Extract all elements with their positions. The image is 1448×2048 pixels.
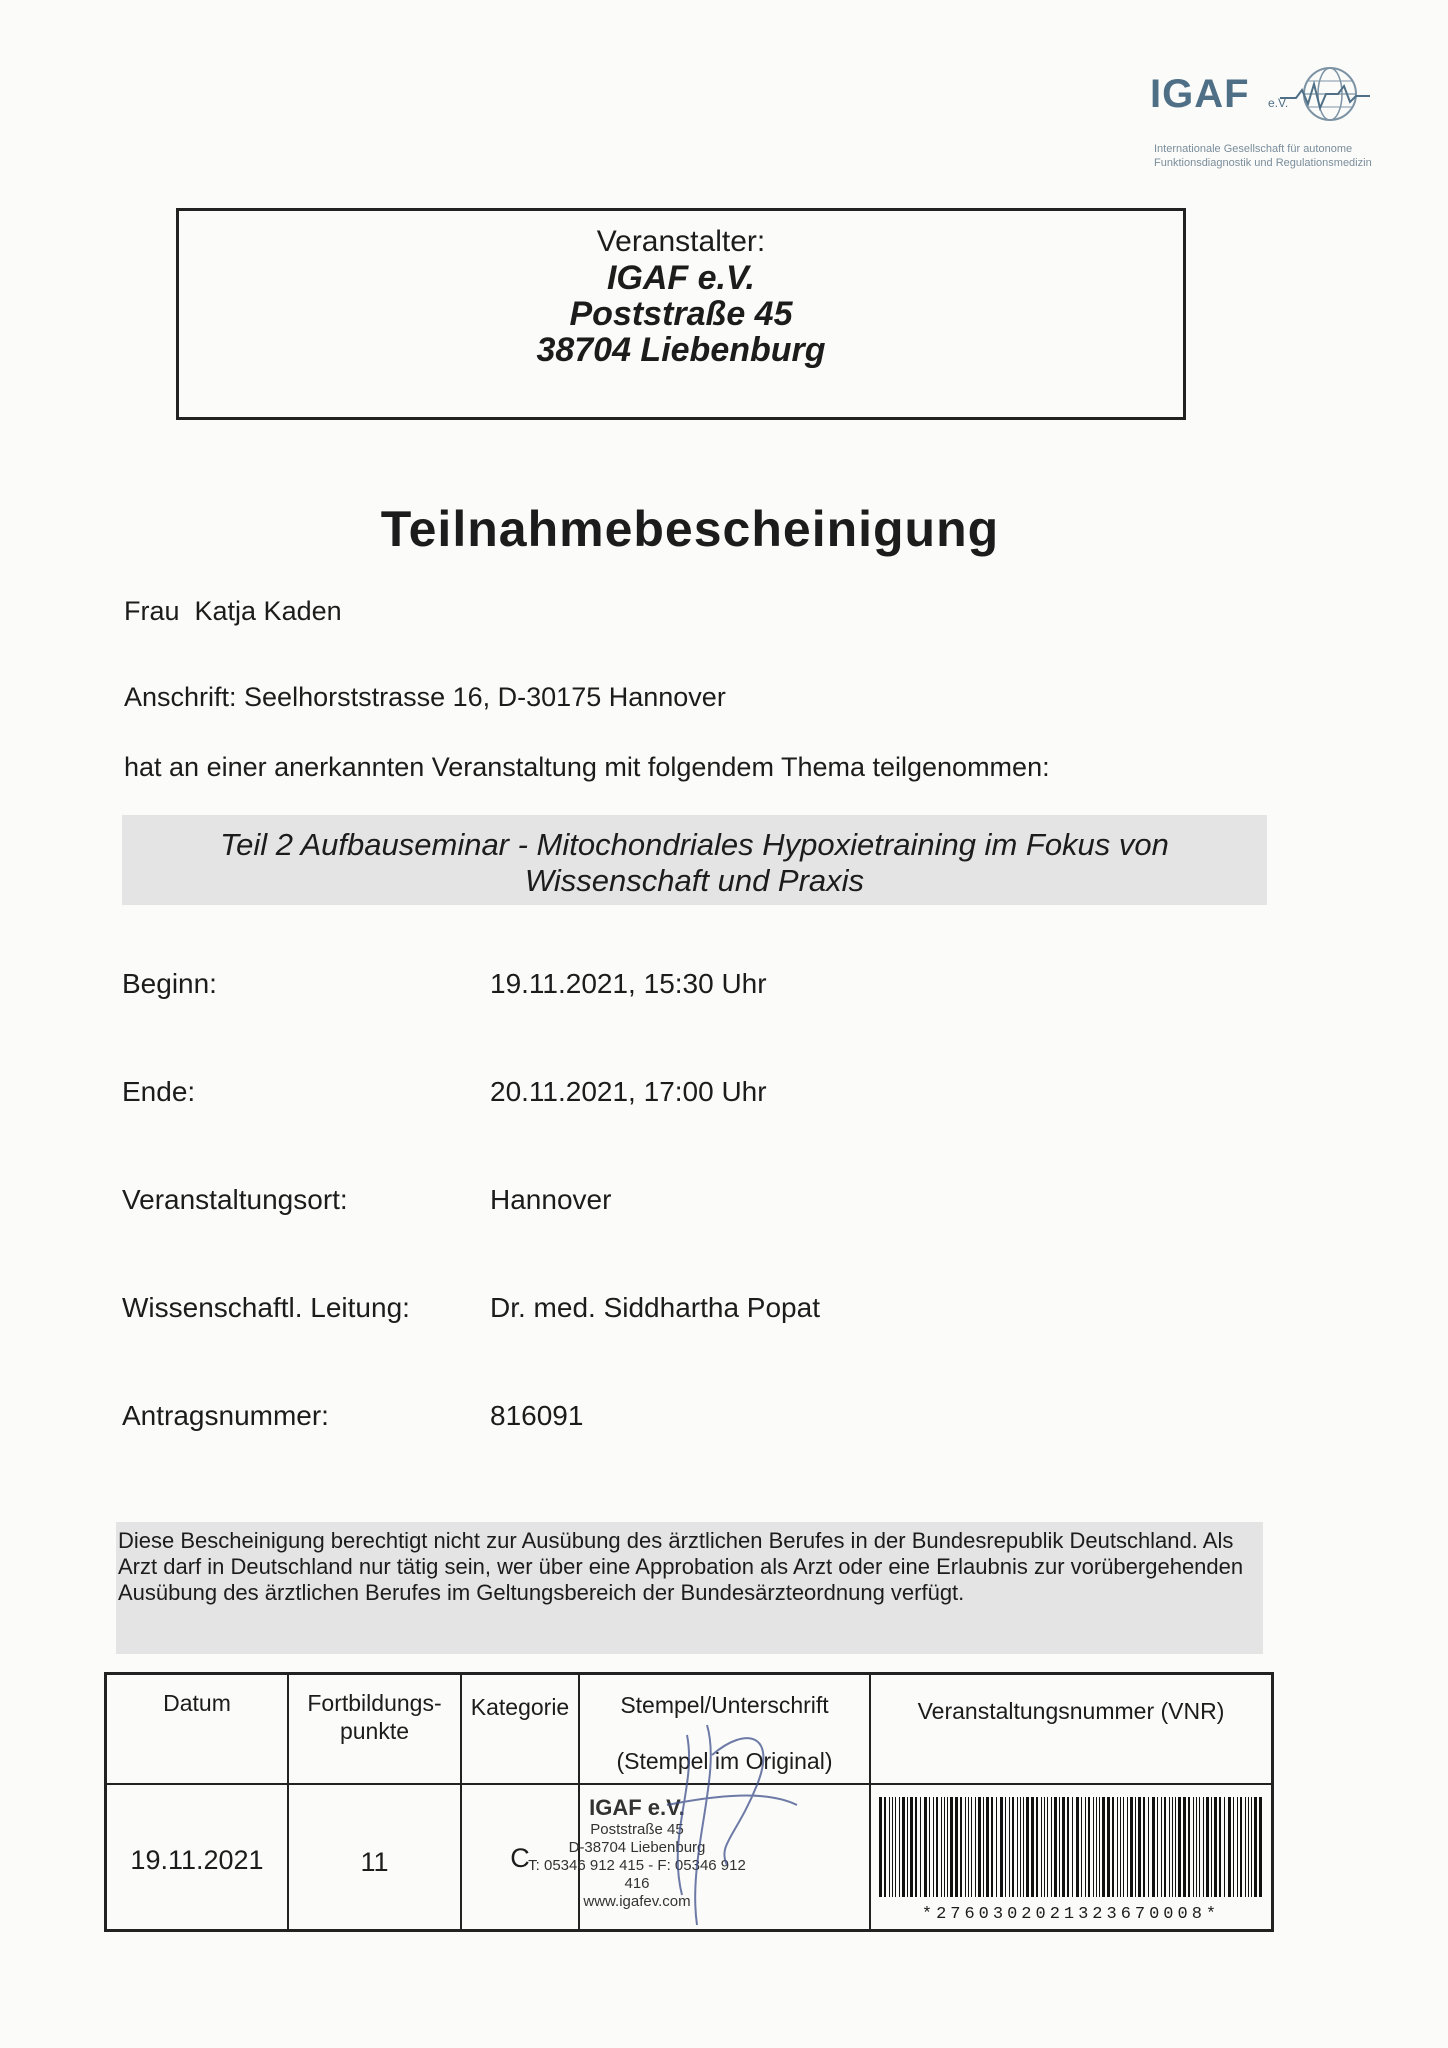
barcode-bar — [950, 1797, 953, 1897]
barcode-bar — [1017, 1797, 1018, 1897]
lead-value: Dr. med. Siddhartha Popat — [490, 1292, 820, 1323]
barcode-bar — [1172, 1797, 1173, 1897]
organizer-street: Poststraße 45 — [569, 295, 793, 333]
barcode-bar — [1044, 1797, 1045, 1897]
barcode-bar — [1026, 1797, 1029, 1897]
begin-label: Beginn: — [122, 968, 217, 999]
barcode-bar — [1051, 1797, 1052, 1897]
barcode-bar — [929, 1797, 930, 1897]
barcode-bar — [1199, 1797, 1200, 1897]
barcode-bar — [902, 1797, 905, 1897]
recipient-address: Anschrift: Seelhorststrasse 16, D-30175 Hannover — [124, 682, 726, 712]
end-value: 20.11.2021, 17:00 Uhr — [490, 1076, 767, 1107]
organizer-box — [176, 208, 1186, 420]
barcode-bar — [1254, 1797, 1257, 1897]
barcode-bar — [1206, 1797, 1209, 1897]
place-label: Veranstaltungsort: — [122, 1184, 348, 1215]
organizer-city: 38704 Liebenburg — [536, 331, 826, 369]
igaf-logo — [1150, 60, 1380, 200]
barcode-bar — [1219, 1797, 1221, 1897]
barcode-bar — [1214, 1797, 1217, 1897]
barcode-bar — [1047, 1797, 1048, 1897]
barcode-bar — [1251, 1797, 1252, 1897]
barcode-bar — [920, 1797, 921, 1897]
barcode-bar — [1012, 1797, 1014, 1897]
barcode-bar — [1112, 1797, 1114, 1897]
barcode-bar — [1041, 1797, 1042, 1897]
barcode-bar — [1059, 1797, 1060, 1897]
barcode-bar — [975, 1797, 976, 1897]
begin-value: 19.11.2021, 15:30 Uhr — [490, 968, 767, 999]
barcode-bar — [1193, 1797, 1194, 1897]
barcode-bar — [884, 1797, 886, 1897]
barcode-bar — [1054, 1797, 1057, 1897]
header-category: Kategorie — [470, 1694, 570, 1720]
topic-line-2: Wissenschaft und Praxis — [524, 863, 865, 898]
barcode-bar — [1188, 1797, 1190, 1897]
barcode-bar — [1072, 1797, 1073, 1897]
document-title: Teilnahmebescheinigung — [380, 501, 1000, 557]
certificate-table — [104, 1672, 1274, 1932]
application-number-value: 816091 — [490, 1400, 584, 1431]
logo-suffix: e.V. — [1268, 96, 1289, 110]
barcode-bar — [1020, 1797, 1021, 1897]
barcode-bar — [965, 1797, 966, 1897]
barcode-bar — [936, 1797, 938, 1897]
barcode-bar — [1183, 1797, 1186, 1897]
barcode-bar — [960, 1797, 962, 1897]
barcode-bar — [889, 1797, 890, 1897]
organizer-name: IGAF e.V. — [606, 259, 756, 297]
barcode-bar — [955, 1797, 958, 1897]
barcode-bar — [1062, 1797, 1065, 1897]
barcode-bar — [1148, 1797, 1149, 1897]
barcode-bar — [1157, 1797, 1158, 1897]
barcode-bar — [1123, 1797, 1124, 1897]
barcode-bar — [1164, 1797, 1166, 1897]
barcode-bar — [1093, 1797, 1094, 1897]
stamp-phone: T: 05346 912 415 - F: 05346 912 416 — [528, 1857, 746, 1892]
barcode-bar — [1245, 1797, 1246, 1897]
barcode-bar — [892, 1797, 893, 1897]
application-number-label: Antragsnummer: — [122, 1400, 329, 1431]
barcode-bar — [1203, 1797, 1204, 1897]
topic-line-1: Teil 2 Aufbauseminar - Mitochondriales Hypoxietraining im Fokus von — [220, 827, 1169, 862]
barcode-bar — [1081, 1797, 1082, 1897]
barcode-bar — [879, 1797, 882, 1897]
vnr-number: *2760302021323670008* — [921, 1905, 1221, 1924]
barcode-bar — [1009, 1797, 1010, 1897]
barcode-bar — [971, 1797, 972, 1897]
globe-heartbeat-icon — [1278, 64, 1370, 132]
header-stamp-note: (Stempel im Original) — [616, 1748, 833, 1774]
barcode-bar — [899, 1797, 900, 1897]
barcode-bar — [1127, 1797, 1128, 1897]
place-value: Hannover — [490, 1184, 612, 1215]
barcode-bar — [1096, 1797, 1097, 1897]
barcode-bar — [1152, 1797, 1155, 1897]
header-stamp: Stempel/Unterschrift — [620, 1692, 829, 1718]
barcode-bar — [1076, 1797, 1079, 1897]
barcode-bar — [1211, 1797, 1212, 1897]
cell-category: C — [510, 1843, 530, 1873]
barcode-bar — [968, 1797, 969, 1897]
barcode-bar — [1178, 1797, 1181, 1897]
barcode-bar — [1169, 1797, 1170, 1897]
intro-text: hat an einer anerkannten Veranstaltung mit folgendem Thema teilgenommen: — [124, 752, 1050, 782]
header-vnr: Veranstaltungsnummer (VNR) — [917, 1698, 1225, 1724]
lead-label: Wissenschaftl. Leitung: — [122, 1292, 410, 1323]
barcode-bar — [1000, 1797, 1003, 1897]
barcode-bar — [978, 1797, 981, 1897]
barcode-bar — [1143, 1797, 1145, 1897]
barcode-bar — [1099, 1797, 1100, 1897]
barcode-bar — [1224, 1797, 1225, 1897]
barcode-bar — [1023, 1797, 1024, 1897]
barcode-bar — [915, 1797, 917, 1897]
stamp-web: www.igafev.com — [583, 1893, 691, 1910]
barcode-bar — [1102, 1797, 1105, 1897]
header-date: Datum — [163, 1690, 231, 1716]
organizer-label: Veranstalter: — [596, 225, 766, 258]
barcode-bar — [1036, 1797, 1038, 1897]
cell-date: 19.11.2021 — [130, 1845, 264, 1875]
stamp-city: D-38704 Liebenburg — [568, 1839, 706, 1856]
barcode-bar — [986, 1797, 989, 1897]
barcode-bar — [1240, 1797, 1242, 1897]
barcode-bar — [933, 1797, 934, 1897]
barcode-bar — [947, 1797, 948, 1897]
barcode-bar — [941, 1797, 942, 1897]
stamp-name: IGAF e.V. — [589, 1795, 685, 1820]
barcode-bar — [1196, 1797, 1197, 1897]
barcode-bar — [1233, 1797, 1234, 1897]
header-points: Fortbildungs- punkte — [307, 1690, 442, 1744]
barcode-bar — [1228, 1797, 1231, 1897]
barcode-bar — [910, 1797, 913, 1897]
barcode-bar — [1175, 1797, 1176, 1897]
logo-brand: IGAF — [1150, 72, 1250, 116]
barcode-bar — [1135, 1797, 1136, 1897]
barcode-bar — [983, 1797, 984, 1897]
signature — [627, 1695, 827, 1935]
barcode-bar — [1248, 1797, 1249, 1897]
end-label: Ende: — [122, 1076, 196, 1107]
barcode-bar — [1088, 1797, 1090, 1897]
barcode-bar — [1120, 1797, 1121, 1897]
cell-points: 11 — [360, 1847, 389, 1877]
barcode-bar — [895, 1797, 896, 1897]
barcode-bar — [1067, 1797, 1069, 1897]
barcode-bar — [1107, 1797, 1110, 1897]
barcode-bar — [924, 1797, 927, 1897]
vnr-barcode — [877, 1797, 1265, 1924]
barcode-bar — [991, 1797, 993, 1897]
barcode-bar — [907, 1797, 908, 1897]
barcode-bar — [944, 1797, 945, 1897]
barcode-bar — [1005, 1797, 1006, 1897]
barcode-bar — [1130, 1797, 1133, 1897]
barcode-bar — [1161, 1797, 1162, 1897]
barcode-bar — [996, 1797, 997, 1897]
barcode-bar — [1259, 1797, 1262, 1897]
barcode-bars — [877, 1797, 1265, 1897]
barcode-bar — [1085, 1797, 1086, 1897]
stamp-street: Poststraße 45 — [590, 1821, 684, 1838]
barcode-bar — [1031, 1797, 1034, 1897]
barcode-bar — [1117, 1797, 1118, 1897]
disclaimer-note: Diese Bescheinigung berechtigt nicht zur Ausübung des ärztlichen Berufes in der Bundesrepublik Deutschland. Als Arzt darf in Deutschland nur tätig sein, wer über eine Approbation als Arzt oder eine Erlaubnis zur vorübergehenden Ausübung des ärztlichen Berufes im Geltungsbereich der Bundesärzteordnung verfügt. — [118, 1528, 1244, 1605]
barcode-bar — [1237, 1797, 1238, 1897]
barcode-bar — [1138, 1797, 1141, 1897]
logo-subtitle: Internationale Gesellschaft für autonome Funktionsdiagnostik und Regulationsmedizin — [1154, 143, 1372, 169]
recipient-name: Frau Katja Kaden — [124, 596, 342, 626]
